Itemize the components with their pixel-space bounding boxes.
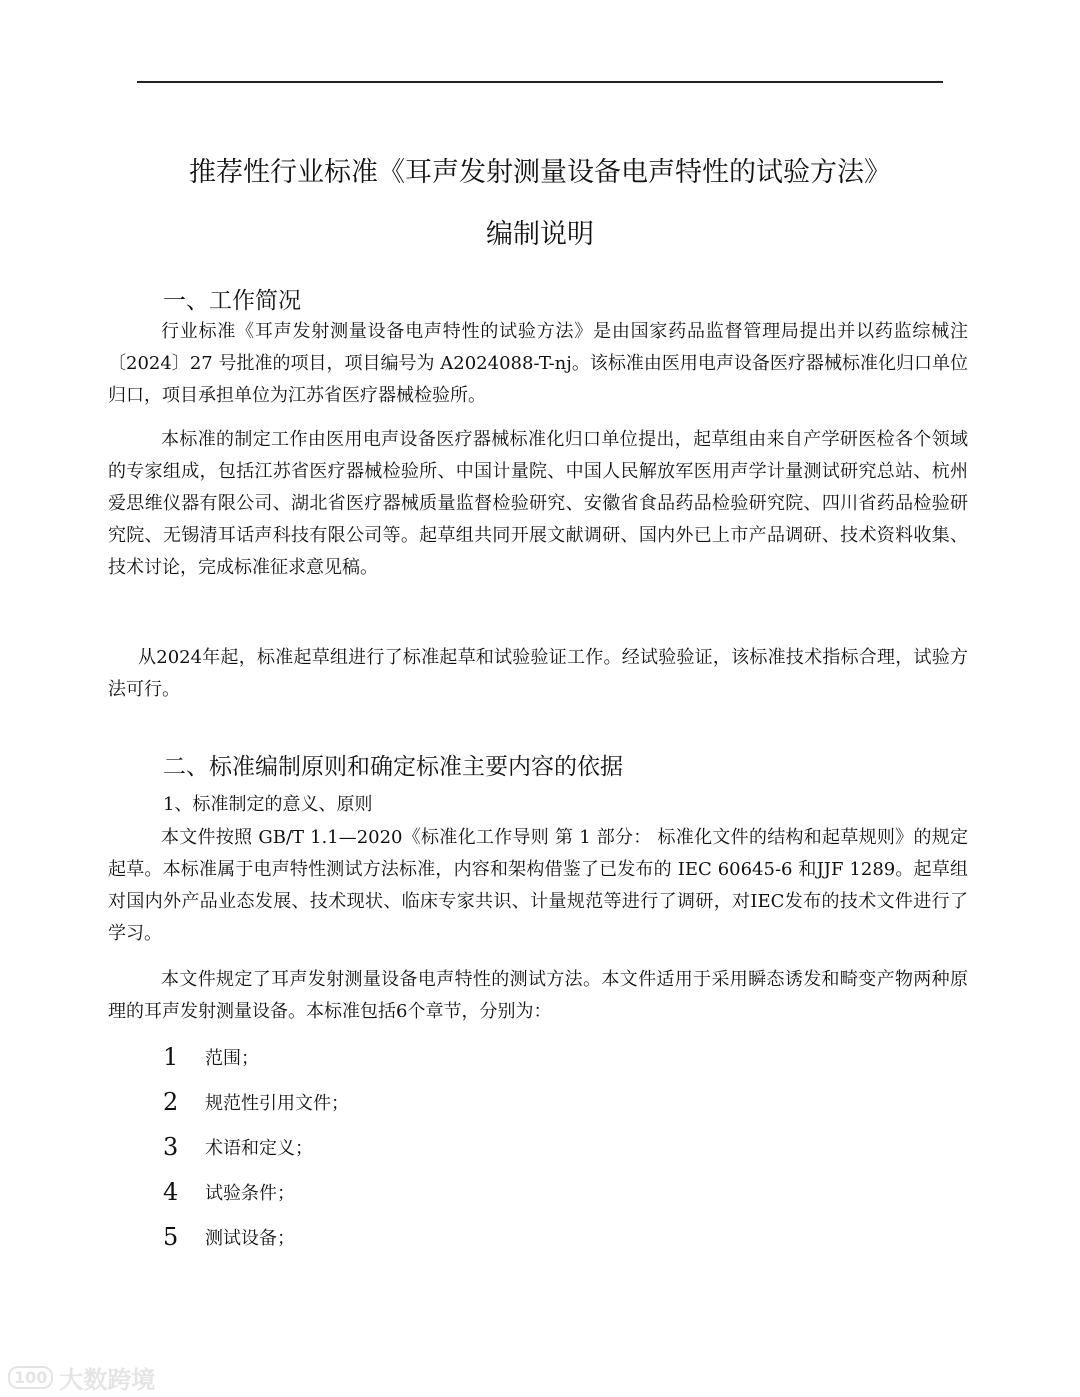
document-subtitle: 编制说明 bbox=[486, 219, 594, 250]
section-1-paragraph-2: 本标准的制定工作由医用电声设备医疗器械标准化归口单位提出，起草组由来自产学研医检各个领域的专家组成，包括江苏省医疗器械检验所、中国计量院、中国人民解放军医用声学计量测试研究总站、杭州爱思维仪器有限公司、湖北省医疗器械质量监督检验研究、安徽省食品药品检验研究院、四川省药品检验研究院、无锡清耳话声科技有限公司等。起草组共同开展文献调研、国内外已上市产品调研、技术资料收集、技术讨论，完成标准征求意见稿。 bbox=[108, 429, 968, 578]
chapter-number: 2 bbox=[163, 1087, 179, 1116]
chapter-list bbox=[163, 1034, 349, 1259]
chapter-title: 规范性引用文件； bbox=[205, 1092, 349, 1114]
chapter-number: 3 bbox=[163, 1132, 179, 1161]
chapter-title: 范围； bbox=[205, 1047, 259, 1069]
section-2-heading: 二、标准编制原则和确定标准主要内容的依据 bbox=[163, 754, 623, 780]
section-1-heading: 一、工作简况 bbox=[163, 288, 301, 314]
chapter-title: 测试设备； bbox=[205, 1227, 295, 1249]
document-title: 推荐性行业标准《耳声发射测量设备电声特性的试验方法》 bbox=[189, 157, 891, 188]
header-rule bbox=[137, 81, 943, 83]
chapter-number: 1 bbox=[163, 1042, 179, 1071]
watermark-text: 大数跨境 bbox=[59, 1366, 156, 1394]
chapter-item bbox=[163, 1124, 349, 1169]
chapter-title: 试验条件； bbox=[205, 1182, 295, 1204]
section-1-paragraph-3: 从2024年起，标准起草组进行了标准起草和试验验证工作。经试验验证，该标准技术指标合理，试验方法可行。 bbox=[108, 647, 968, 700]
chapter-number: 5 bbox=[163, 1222, 179, 1251]
chapter-item bbox=[163, 1034, 349, 1079]
watermark-logo-icon: 100 bbox=[8, 1366, 53, 1389]
watermark bbox=[8, 1360, 155, 1395]
section-2-paragraph-2: 本文件规定了耳声发射测量设备电声特性的测试方法。本文件适用于采用瞬态诱发和畸变产物两种原理的耳声发射测量设备。本标准包括6个章节，分别为： bbox=[108, 969, 968, 1022]
chapter-title: 术语和定义； bbox=[205, 1137, 313, 1159]
section-1-paragraph-1: 行业标准《耳声发射测量设备电声特性的试验方法》是由国家药品监督管理局提出并以药监综械注〔2024〕27 号批准的项目，项目编号为 A2024088-T-nj。该标准由医用电声设备医疗器械标准化归口单位归口，项目承担单位为江苏省医疗器械检验所。 bbox=[108, 321, 968, 406]
section-2-paragraph-1: 本文件按照 GB/T 1.1—2020《标准化工作导则 第 1 部分： 标准化文件的结构和起草规则》的规定起草。本标准属于电声特性测试方法标准，内容和架构借鉴了已发布的 IEC 60645-6 和JJF 1289。起草组对国内外产品业态发展、技术现状、临床专家共识、计量规范等进行了调研，对IEC发布的技术文件进行了学习。 bbox=[108, 827, 968, 944]
chapter-number: 4 bbox=[163, 1177, 179, 1206]
section-2-subheading: 1、标准制定的意义、原则 bbox=[163, 794, 373, 815]
chapter-item bbox=[163, 1079, 349, 1124]
chapter-item bbox=[163, 1214, 349, 1259]
chapter-item bbox=[163, 1169, 349, 1214]
